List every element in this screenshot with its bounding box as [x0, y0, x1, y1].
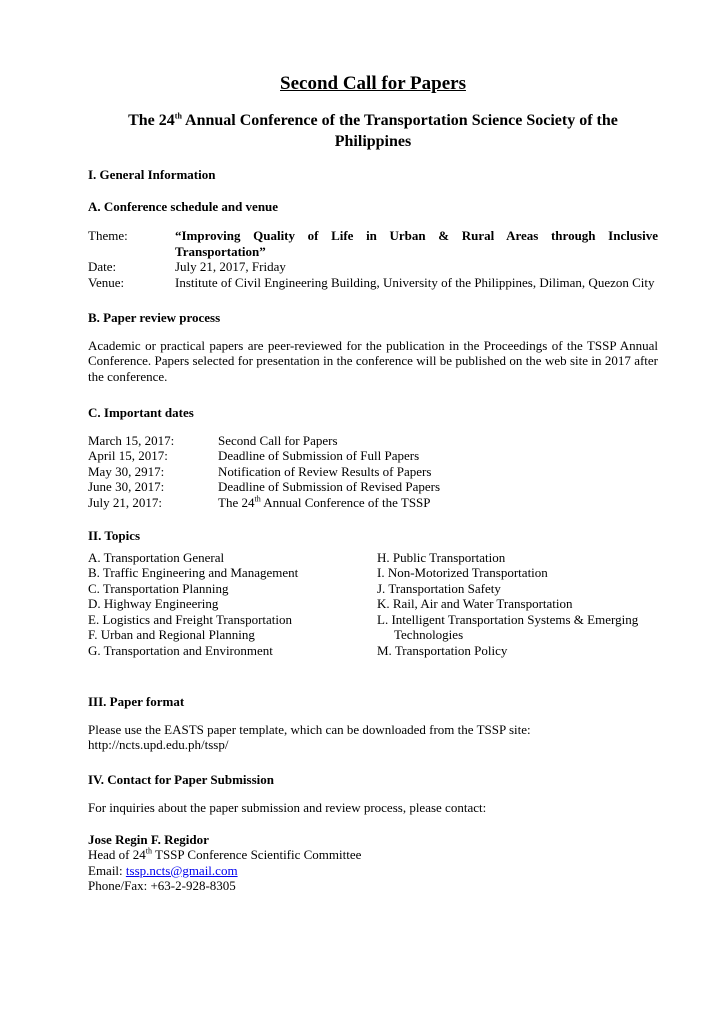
section-heading-paper-review: B. Paper review process — [88, 310, 221, 325]
topic-item: K. Rail, Air and Water Transportation — [377, 596, 573, 611]
event-cell: Deadline of Submission of Full Papers — [218, 448, 420, 463]
topic-item: C. Transportation Planning — [88, 580, 229, 596]
topic-item: I. Non-Motorized Transportation — [377, 565, 548, 580]
topic-item: E. Logistics and Freight Transportation — [88, 611, 293, 627]
venue-value: Institute of Civil Engineering Building, University of the Philippines, Diliman, Quezon City — [175, 274, 655, 290]
theme-label: Theme: — [88, 228, 128, 243]
paper-review-paragraph: Academic or practical papers are peer-reviewed for the publication in the Proceedings of the TSSP Annual Conference. Papers selected for presentation in the conference will be published on the web site in 2017 after the conference. — [88, 337, 658, 384]
date-cell: June 30, 2017: — [88, 479, 165, 494]
event-cell — [218, 495, 658, 511]
document-title: Second Call for Papers — [280, 73, 466, 94]
contact-intro-text: For inquiries about the paper submission and review process, please contact: — [88, 800, 487, 815]
contact-email-line — [88, 863, 658, 879]
email-label: Email: — [88, 862, 126, 878]
date-label: Date: — [88, 259, 117, 274]
event-cell: Notification of Review Results of Papers — [218, 463, 432, 479]
topic-item: J. Transportation Safety — [377, 580, 501, 596]
event-text-after: Annual Conference of the TSSP — [260, 494, 431, 510]
topic-item: F. Urban and Regional Planning — [88, 627, 255, 642]
section-heading-important-dates: C. Important dates — [88, 405, 194, 420]
contact-block — [88, 832, 658, 894]
paper-format-text: Please use the EASTS paper template, which can be downloaded from the TSSP site: — [88, 721, 531, 737]
topics-column-left — [88, 550, 377, 659]
date-cell: March 15, 2017: — [88, 432, 175, 448]
date-cell: April 15, 2017: — [88, 448, 168, 463]
section-heading-conference-schedule: A. Conference schedule and venue — [88, 198, 279, 214]
venue-label: Venue: — [88, 274, 125, 290]
topic-item: D. Highway Engineering — [88, 596, 219, 611]
event-cell: Second Call for Papers — [218, 432, 338, 448]
contact-role — [88, 847, 658, 863]
event-superscript: th — [254, 494, 261, 504]
section-heading-topics: II. Topics — [88, 528, 141, 543]
date-row — [88, 495, 658, 511]
date-row — [88, 479, 658, 495]
topic-item: B. Traffic Engineering and Management — [88, 565, 299, 580]
section-heading-general-information: I. General Information — [88, 167, 216, 182]
topics-column-right — [377, 550, 678, 659]
event-cell: Deadline of Submission of Revised Papers — [218, 479, 441, 494]
date-row — [88, 448, 658, 464]
schedule-row-theme — [88, 228, 658, 259]
schedule-row-date — [88, 259, 658, 275]
email-link[interactable]: tssp.ncts@gmail.com — [125, 862, 238, 878]
date-row — [88, 433, 658, 449]
subtitle-text-after: Annual Conference of the Transportation Science Society of the Philippines — [181, 112, 618, 150]
date-row — [88, 464, 658, 480]
subtitle-superscript: th — [174, 111, 182, 121]
important-dates-table — [88, 433, 658, 511]
date-cell: July 21, 2017: — [88, 494, 163, 510]
topic-item: H. Public Transportation — [377, 549, 506, 565]
schedule-row-venue — [88, 275, 658, 291]
tssp-site-url: http://ncts.upd.edu.ph/tssp/ — [88, 737, 229, 752]
topic-item: G. Transportation and Environment — [88, 642, 273, 658]
paper-format-paragraph — [88, 722, 658, 753]
theme-value: “Improving Quality of Life in Urban & Rural Areas through Inclusive Transportation” — [175, 228, 658, 259]
date-cell: May 30, 2917: — [88, 463, 165, 479]
contact-name: Jose Regin F. Regidor — [88, 831, 209, 847]
contact-role-after: TSSP Conference Scientific Committee — [152, 847, 362, 862]
contact-role-superscript: th — [145, 846, 152, 856]
subtitle-text-before: The 24 — [128, 112, 175, 129]
section-heading-contact: IV. Contact for Paper Submission — [88, 771, 274, 787]
document-subtitle — [88, 110, 658, 152]
date-value: July 21, 2017, Friday — [175, 259, 286, 274]
topic-item: L. Intelligent Transportation Systems & Emerging Technologies — [377, 611, 639, 642]
schedule-table — [88, 228, 658, 290]
section-heading-paper-format: III. Paper format — [88, 694, 185, 709]
topic-item: A. Transportation General — [88, 549, 225, 565]
contact-role-before: Head of 24 — [88, 847, 146, 862]
contact-phone-line: Phone/Fax: +63-2-928-8305 — [88, 878, 236, 893]
topic-item: M. Transportation Policy — [377, 642, 508, 658]
topics-columns — [88, 550, 678, 659]
event-text-before: The 24 — [218, 494, 255, 510]
